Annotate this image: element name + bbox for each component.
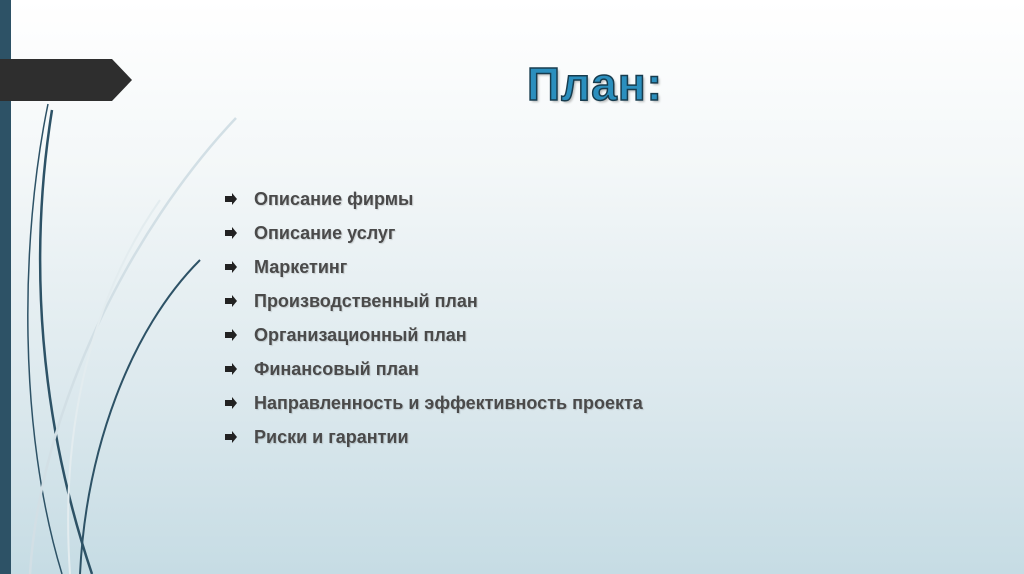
list-item-label: Риски и гарантии: [254, 426, 409, 447]
list-item: [224, 318, 643, 352]
pointing-arrow-icon: [224, 362, 238, 376]
list-item-label: Финансовый план: [254, 358, 419, 379]
list-item-label: Описание услуг: [254, 222, 396, 243]
list-item: [224, 352, 643, 386]
slide-title: План:: [527, 58, 663, 110]
list-item-label: Производственный план: [254, 290, 478, 311]
list-item: [224, 386, 643, 420]
list-item: [224, 284, 643, 318]
arrow-tab: [0, 59, 132, 101]
list-item-label: Маркетинг: [254, 256, 348, 277]
pointing-arrow-icon: [224, 294, 238, 308]
pointing-arrow-icon: [224, 396, 238, 410]
list-item: [224, 420, 643, 454]
pointing-arrow-icon: [224, 260, 238, 274]
list-item: [224, 216, 643, 250]
pointing-arrow-icon: [224, 430, 238, 444]
plan-list: [224, 182, 643, 454]
pointing-arrow-icon: [224, 192, 238, 206]
pointing-arrow-icon: [224, 226, 238, 240]
list-item-label: Описание фирмы: [254, 188, 414, 209]
list-item: [224, 182, 643, 216]
list-item: [224, 250, 643, 284]
list-item-label: Организационный план: [254, 324, 467, 345]
list-item-label: Направленность и эффективность проекта: [254, 392, 643, 413]
pointing-arrow-icon: [224, 328, 238, 342]
